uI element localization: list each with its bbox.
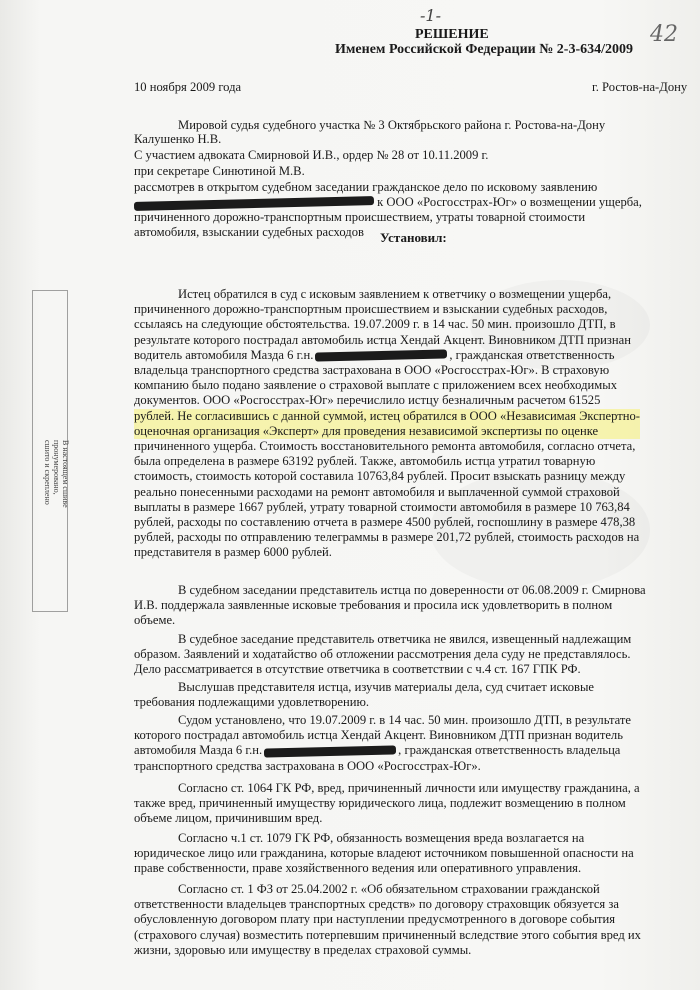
section-heading: Установил: [380,230,447,245]
handwritten-sheet-number: 42 [650,22,678,47]
intro-line-with-redaction [134,195,642,210]
text-line: ответственности владельцев транспортных средств» по договору страховщик обязуется за [134,897,619,912]
page-number-mark: -1- [420,6,441,25]
text-line: образом. Заявлений и ходатайство об отложении рассмотрения дела суду не представлялось. [134,647,631,662]
intro-line: рассмотрев в открытом судебном заседании гражданское дело по исковому заявлению [134,180,598,194]
redacted-plate-and-name [264,745,396,757]
text-line: объеме лицом, причинившим вред. [134,811,323,826]
text-line: Дело рассматривается в отсутствие ответчика в соответствии с ч.4 ст. 167 ГПК РФ. [134,662,581,677]
stamp-line: сшито и скреплено [43,440,52,505]
paragraph-established-facts [134,713,631,774]
intro-line: причиненного дорожно-транспортным происшествием, утраты товарной стоимости [134,210,586,224]
intro-line: автомобиля, взыскании судебных расходов [134,225,364,239]
intro-line: при секретаре Синютиной М.В. [134,164,305,178]
text-line: И.В. поддержала заявленные исковые требования и просила иск удовлетворить в полном [134,598,613,613]
text-fragment: , гражданская ответственность [449,347,615,362]
text-line: компанию было подано заявление о страховой выплате с приложением всех необходимых [134,378,617,393]
decision-city: г. Ростов-на-Дону [592,80,688,94]
text-fragment: автомобиля Мазда 6 г.н. [134,743,263,758]
document-title: РЕШЕНИЕ [415,27,489,42]
paragraph-court-opinion [134,680,594,710]
text-line: Судом установлено, что 19.07.2009 г. в 14 час. 50 мин. произошло ДТП, в результате [178,713,631,727]
text-line: обусловленную договором плату при наступлении предусмотренного в договоре события [134,912,616,927]
text-line: требования подлежащими удовлетворению. [134,695,370,710]
text-line: документов. ООО «Росгосстрах-Юг» перечислило истцу безналичным расчетом 61525 [134,393,601,408]
paragraph-article-1064 [134,781,640,827]
intro-line: С участием адвоката Смирновой И.В., ордер № 28 от 10.11.2009 г. [134,148,489,162]
text-line: объеме. [134,613,176,628]
text-line: юридическое лицо или гражданина, которые владеют источником повышенной опасности на [134,846,634,861]
text-line: которого пострадал автомобиль истца Хендай Акцент. Виновником ДТП признан водитель [134,728,623,743]
paragraph-article-1079 [134,831,634,877]
decision-date: 10 ноября 2009 года [134,80,242,94]
text-line: Выслушав представителя истца, изучив материалы дела, суд считает исковые [178,680,595,694]
text-fragment: водитель автомобиля Мазда 6 г.н. [134,347,314,362]
text-line: транспортного средства застрахована в ООО «Росгосстрах-Юг». [134,758,481,773]
text-line: ссылаясь на следующие обстоятельства. 19.07.2009 г. в 14 час. 50 мин. произошло ДТП, в [134,317,616,332]
text-fragment: , гражданская ответственность владельца [398,743,621,758]
intro-line: Мировой судья судебного участка № 3 Октябрьского района г. Ростова-на-Дону [178,118,606,132]
text-line: представителя в размер 6000 рублей. [134,545,332,560]
redacted-name [134,196,374,211]
intro-line: Калушенко Н.В. [134,132,222,146]
text-line: причиненного ущерба. Стоимость восстановительного ремонта автомобиля, согласно отчета, [134,439,636,454]
paragraph-defendant-absence [134,632,631,678]
text-line: В судебное заседание представитель ответчика не явился, извещенный надлежащим [178,632,632,646]
paragraph-federal-law [134,882,641,958]
text-line: Согласно ч.1 ст. 1079 ГК РФ, обязанность возмещения вреда возлагается на [178,831,585,845]
text-line: Согласно ст. 1064 ГК РФ, вред, причиненный личности или имуществу гражданина, а [178,781,640,795]
paragraph-claim [134,287,640,561]
text-line: Согласно ст. 1 ФЗ от 25.04.2002 г. «Об обязательном страховании гражданской [178,882,600,896]
redacted-plate-and-name [315,350,447,362]
stamp-line: В настоящем сшиве [61,440,70,508]
text-line: причиненного дорожно-транспортным происшествием и взыскании судебных расходов, [134,302,608,317]
text-line-with-redaction [134,348,640,363]
text-line: владельца транспортного средства застрахована в ООО «Росгосстрах-Юг». В страховую [134,363,610,378]
text-line: также вред, причиненный имуществу юридического лица, подлежит возмещению в полном [134,796,626,811]
binding-stamp-text [0,440,70,508]
text-line: В судебном заседании представитель истца по доверенности от 06.08.2009 г. Смирнова [178,583,646,597]
text-line: жизни, здоровью или имуществу в пределах страховой суммы. [134,942,472,957]
text-line: Истец обратился в суд с исковым заявлением к ответчику о возмещении ущерба, [178,287,612,301]
paragraph-hearing [134,583,646,629]
text-line: праве собственности, праве хозяйственного ведения или оперативного управления. [134,861,582,876]
text-line: рублей, расходы по составлению отчета в размере 4500 рублей, госпошлину в размере 478,38 [134,515,636,530]
text-line: рублей, расходы по отправлению телеграммы в размере 201,72 рублей, стоимость расходов на [134,530,640,545]
text-line: результате которого пострадал автомобиль истца Хендай Акцент. Виновником ДТП признан [134,332,631,347]
text-line-with-redaction [134,743,631,758]
text-line: была определена в размере 63192 рублей. Также, автомобиль истца утратил товарную [134,454,596,469]
text-line: (страхового случая) возместить потерпевшим причиненный вследствие этого события вред их [134,927,641,942]
text-line: реально понесенными расходами на ремонт автомобиля и выплаченной суммой страховой [134,484,620,499]
highlighted-line: оценочная организация «Эксперт» для проведения независимой экспертизы по оценке [134,424,640,439]
stamp-line: пронумеровано, [52,440,61,495]
intro-line-text: к ООО «Росгосстрах-Юг» о возмещении ущерба, [374,195,642,209]
text-line: стоимость, стоимость которой составила 10763,84 рублей. Просит взыскать разницу между [134,469,626,484]
text-line: выплаты в размере 1667 рублей, утрату товарной стоимости автомобиля в размере 10 763,84 [134,499,630,514]
highlighted-line: рублей. Не согласившись с данной суммой, истец обратился в ООО «Независимая Экспертно- [134,408,640,423]
document-subtitle: Именем Российской Федерации № 2-3-634/2009 [335,42,633,57]
